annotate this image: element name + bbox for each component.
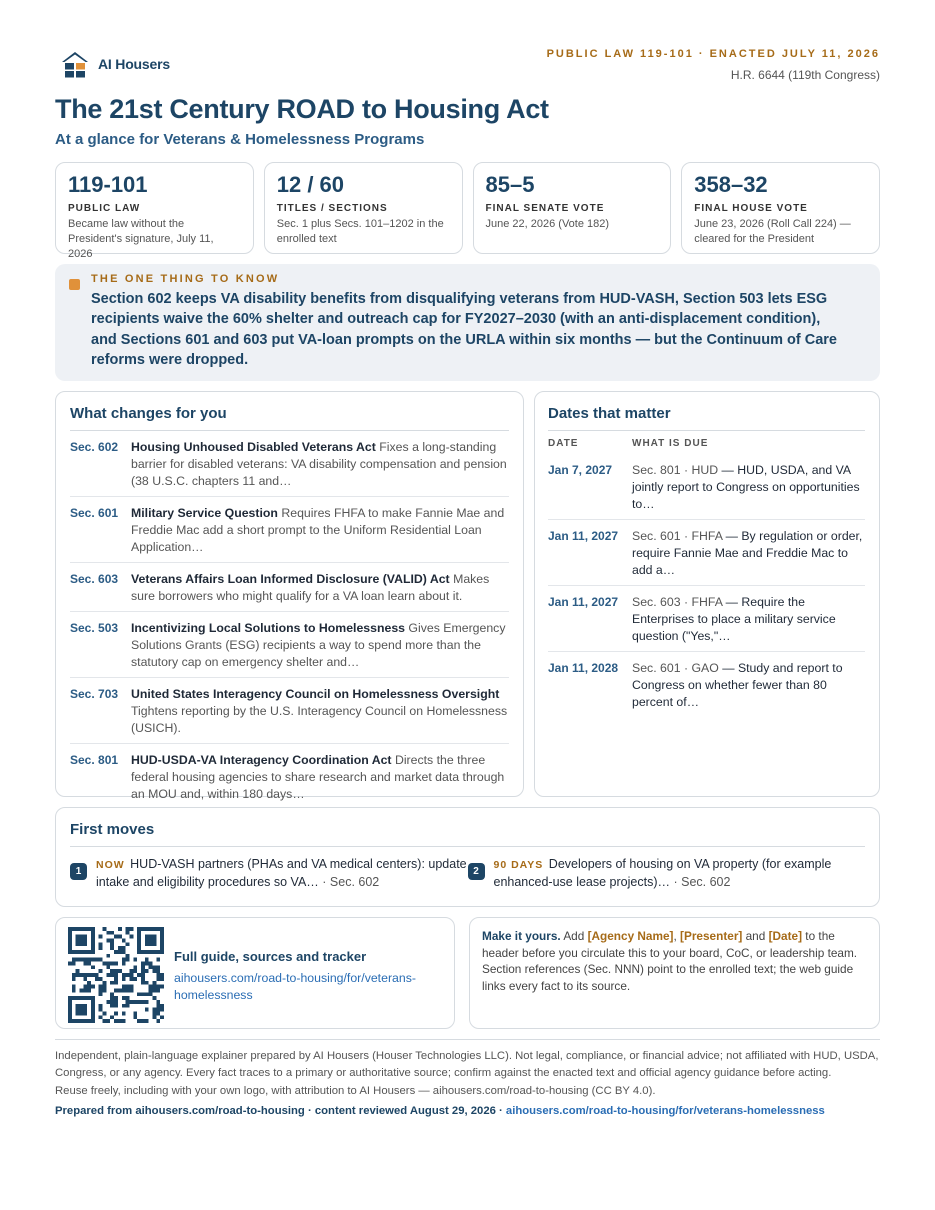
table-row (548, 520, 865, 586)
list-item (70, 744, 509, 809)
guide-title: Full guide, sources and tracker (174, 949, 367, 964)
change-description (131, 505, 509, 556)
stat-card-senate-vote (473, 162, 672, 254)
footer-prepared-text: Prepared from aihousers.com/road-to-housing · content reviewed August 29, 2026 · (55, 1105, 506, 1117)
section-ref: Sec. 801 (70, 753, 119, 767)
footer-license: Reuse freely, including with your own logo, with attribution to AI Housers — aihousers.com/road-to-housing (CC BY 4.0). (55, 1085, 656, 1097)
list-item (70, 678, 509, 744)
customize-lead: Make it yours. (482, 929, 561, 943)
step-number-badge: 1 (70, 863, 87, 880)
change-description (131, 752, 509, 803)
move-text (96, 856, 468, 891)
due-description (632, 594, 865, 645)
column-header-what: WHAT IS DUE (632, 438, 709, 449)
key-takeaway-label: THE ONE THING TO KNOW (91, 273, 280, 285)
change-text: Makes sure borrowers who might qualify for a VA loan learn about it. (131, 572, 490, 603)
change-name: Housing Unhoused Disabled Veterans Act (131, 440, 376, 454)
guide-info (174, 927, 429, 1019)
page-subtitle: At a glance for Veterans & Homelessness Programs (55, 131, 425, 148)
changes-card (55, 391, 524, 801)
customize-text: , (673, 929, 681, 943)
due-text: — Require the Enterprises to place a military service question ("Yes,"… (632, 595, 836, 643)
move-description: HUD-VASH partners (PHAs and VA medical centers): update intake and eligibility procedures so VA… (96, 857, 467, 889)
step-number-badge: 2 (468, 863, 485, 880)
section-ref: Sec. 703 (70, 687, 119, 701)
footer-prepared (55, 1103, 880, 1120)
table-row (548, 652, 865, 717)
list-item (70, 563, 509, 612)
customize-text: and (742, 929, 769, 943)
change-description (131, 620, 509, 671)
due-text: — Study and report to Congress on whether fewer than 80 percent of… (632, 661, 843, 709)
bill-number: H.R. 6644 (119th Congress) (730, 68, 880, 82)
column-header-date: DATE (548, 438, 579, 449)
change-name: Incentivizing Local Solutions to Homelessness (131, 621, 406, 635)
timing-tag: 90 DAYS (493, 859, 544, 871)
due-date: Jan 11, 2027 (548, 595, 619, 609)
stat-card-public-law (55, 162, 254, 260)
due-date: Jan 7, 2027 (548, 463, 613, 477)
guide-link[interactable]: aihousers.com/road-to-housing/for/veterans-homelessness (174, 971, 416, 1002)
change-description (131, 439, 509, 490)
change-description (131, 571, 509, 605)
stat-label: PUBLIC LAW (68, 203, 141, 214)
footer (55, 1039, 880, 1121)
first-moves-title: First moves (70, 821, 865, 847)
due-date: Jan 11, 2027 (548, 529, 619, 543)
customize-text: to the header before you circulate this to your board, CoC, or leadership team. Section references (Sec. NNN) point to the enrolled text; the web guide links every fact to its source. (482, 929, 858, 993)
qr-code-icon[interactable] (68, 927, 164, 1023)
customize-card (469, 917, 880, 1029)
change-text: Gives Emergency Solutions Grants (ESG) recipients a way to spend more than the statutory cap on emergency shelter and… (131, 621, 506, 669)
section-ref: Sec. 503 (70, 621, 119, 635)
due-text: — By regulation or order, require Fannie Mae and Freddie Mac to add a… (632, 529, 863, 577)
due-ref: Sec. 801 · HUD (632, 463, 719, 477)
stat-value: 358–32 (694, 172, 768, 197)
change-name: Military Service Question (131, 506, 278, 520)
page-title: The 21st Century ROAD to Housing Act (55, 94, 549, 124)
key-takeaway-text: Section 602 keeps VA disability benefits from disqualifying veterans from HUD-VASH, Section 503 lets ESG recipients waive the 60% shelter and outreach cap for FY2027–2030 (with an anti-displacement condition), and Sections 601 and 603 put VA-loan prompts on the URLA within six months — but the Continuum of Care reforms were dropped. (91, 291, 837, 368)
section-ref: Sec. 603 (70, 572, 119, 586)
stat-label: FINAL SENATE VOTE (485, 203, 605, 214)
stat-card-house-vote (681, 162, 880, 254)
stat-note: June 23, 2026 (Roll Call 224) — cleared for the President (694, 218, 851, 245)
stat-label: TITLES / SECTIONS (276, 203, 388, 214)
fact-sheet-page (55, 0, 880, 1210)
section-ref: · Sec. 602 (318, 875, 380, 889)
table-row (548, 586, 865, 652)
move-description: Developers of housing on VA property (for example enhanced-use lease projects)… (493, 857, 832, 889)
change-name: HUD-USDA-VA Interagency Coordination Act (131, 753, 392, 767)
dates-title: Dates that matter (548, 405, 865, 431)
section-ref: · Sec. 602 (670, 875, 731, 889)
key-takeaway-box (55, 264, 880, 381)
change-text: Directs the three federal housing agencies to share research and market data through an MOU and, within 180 days… (131, 753, 505, 801)
placeholder-agency: [Agency Name] (587, 929, 674, 943)
list-item (70, 431, 509, 497)
section-ref: Sec. 601 (70, 506, 119, 520)
stat-value: 85–5 (485, 172, 535, 197)
dates-card (534, 391, 880, 797)
square-marker-icon (69, 279, 80, 290)
house-logo-icon (60, 49, 90, 79)
list-item (468, 856, 866, 891)
dates-table-header (548, 431, 865, 454)
placeholder-date: [Date] (768, 929, 803, 943)
law-line: PUBLIC LAW 119-101 · ENACTED JULY 11, 2026 (546, 48, 880, 60)
due-ref: Sec. 601 · FHFA (632, 529, 723, 543)
change-name: United States Interagency Council on Homelessness Oversight (131, 687, 500, 701)
guide-card (55, 917, 455, 1029)
move-text (494, 856, 866, 891)
stat-card-titles-sections (264, 162, 463, 254)
stat-note: June 22, 2026 (Vote 182) (485, 218, 610, 230)
due-description (632, 462, 865, 513)
list-item (70, 856, 468, 891)
stat-note: Became law without the President's signature, July 11, 2026 (68, 218, 214, 260)
change-name: Veterans Affairs Loan Informed Disclosure (VALID) Act (131, 572, 450, 586)
due-date: Jan 11, 2028 (548, 661, 619, 675)
list-item (70, 497, 509, 563)
list-item (70, 612, 509, 678)
changes-title: What changes for you (70, 405, 509, 431)
section-ref: Sec. 602 (70, 440, 119, 454)
customize-text: Add (560, 929, 588, 943)
due-text: — HUD, USDA, and VA jointly report to Congress on opportunities to… (632, 463, 860, 511)
change-description (131, 686, 509, 737)
stat-note: Sec. 1 plus Secs. 101–1202 in the enrolled text (276, 218, 444, 245)
due-ref: Sec. 603 · FHFA (632, 595, 723, 609)
change-text: Tightens reporting by the U.S. Interagency Council on Homelessness (USICH). (131, 704, 508, 735)
stat-value: 12 / 60 (276, 172, 345, 197)
placeholder-presenter: [Presenter] (680, 929, 743, 943)
brand-logo[interactable] (60, 49, 170, 79)
table-row (548, 454, 865, 520)
stat-value: 119-101 (68, 172, 148, 197)
first-moves-list (70, 856, 865, 891)
due-description (632, 528, 865, 579)
change-text: Requires FHFA to make Fannie Mae and Freddie Mac add a short prompt to the Uniform Residential Loan Application… (131, 506, 505, 554)
first-moves-card (55, 807, 880, 907)
footer-link[interactable]: aihousers.com/road-to-housing/for/veterans-homelessness (505, 1105, 825, 1117)
stat-label: FINAL HOUSE VOTE (694, 203, 808, 214)
due-ref: Sec. 601 · GAO (632, 661, 719, 675)
footer-disclaimer: Independent, plain-language explainer prepared by AI Housers (Houser Technologies LLC). Not legal, compliance, or financial advice; not affiliated with HUD, USDA, Congress, or any agency. Every fact traces to a primary or authoritative source; confirm against the enacted text and official agency guidance before acting. (55, 1050, 879, 1079)
brand-name: AI Housers (98, 56, 170, 72)
changes-list (70, 431, 509, 809)
timing-tag: NOW (96, 859, 125, 871)
due-description (632, 660, 865, 711)
stats-row (55, 162, 880, 260)
change-text: Fixes a long-standing barrier for disabled veterans: VA disability compensation and pension (38 U.S.C. chapters 11 and… (131, 440, 507, 488)
